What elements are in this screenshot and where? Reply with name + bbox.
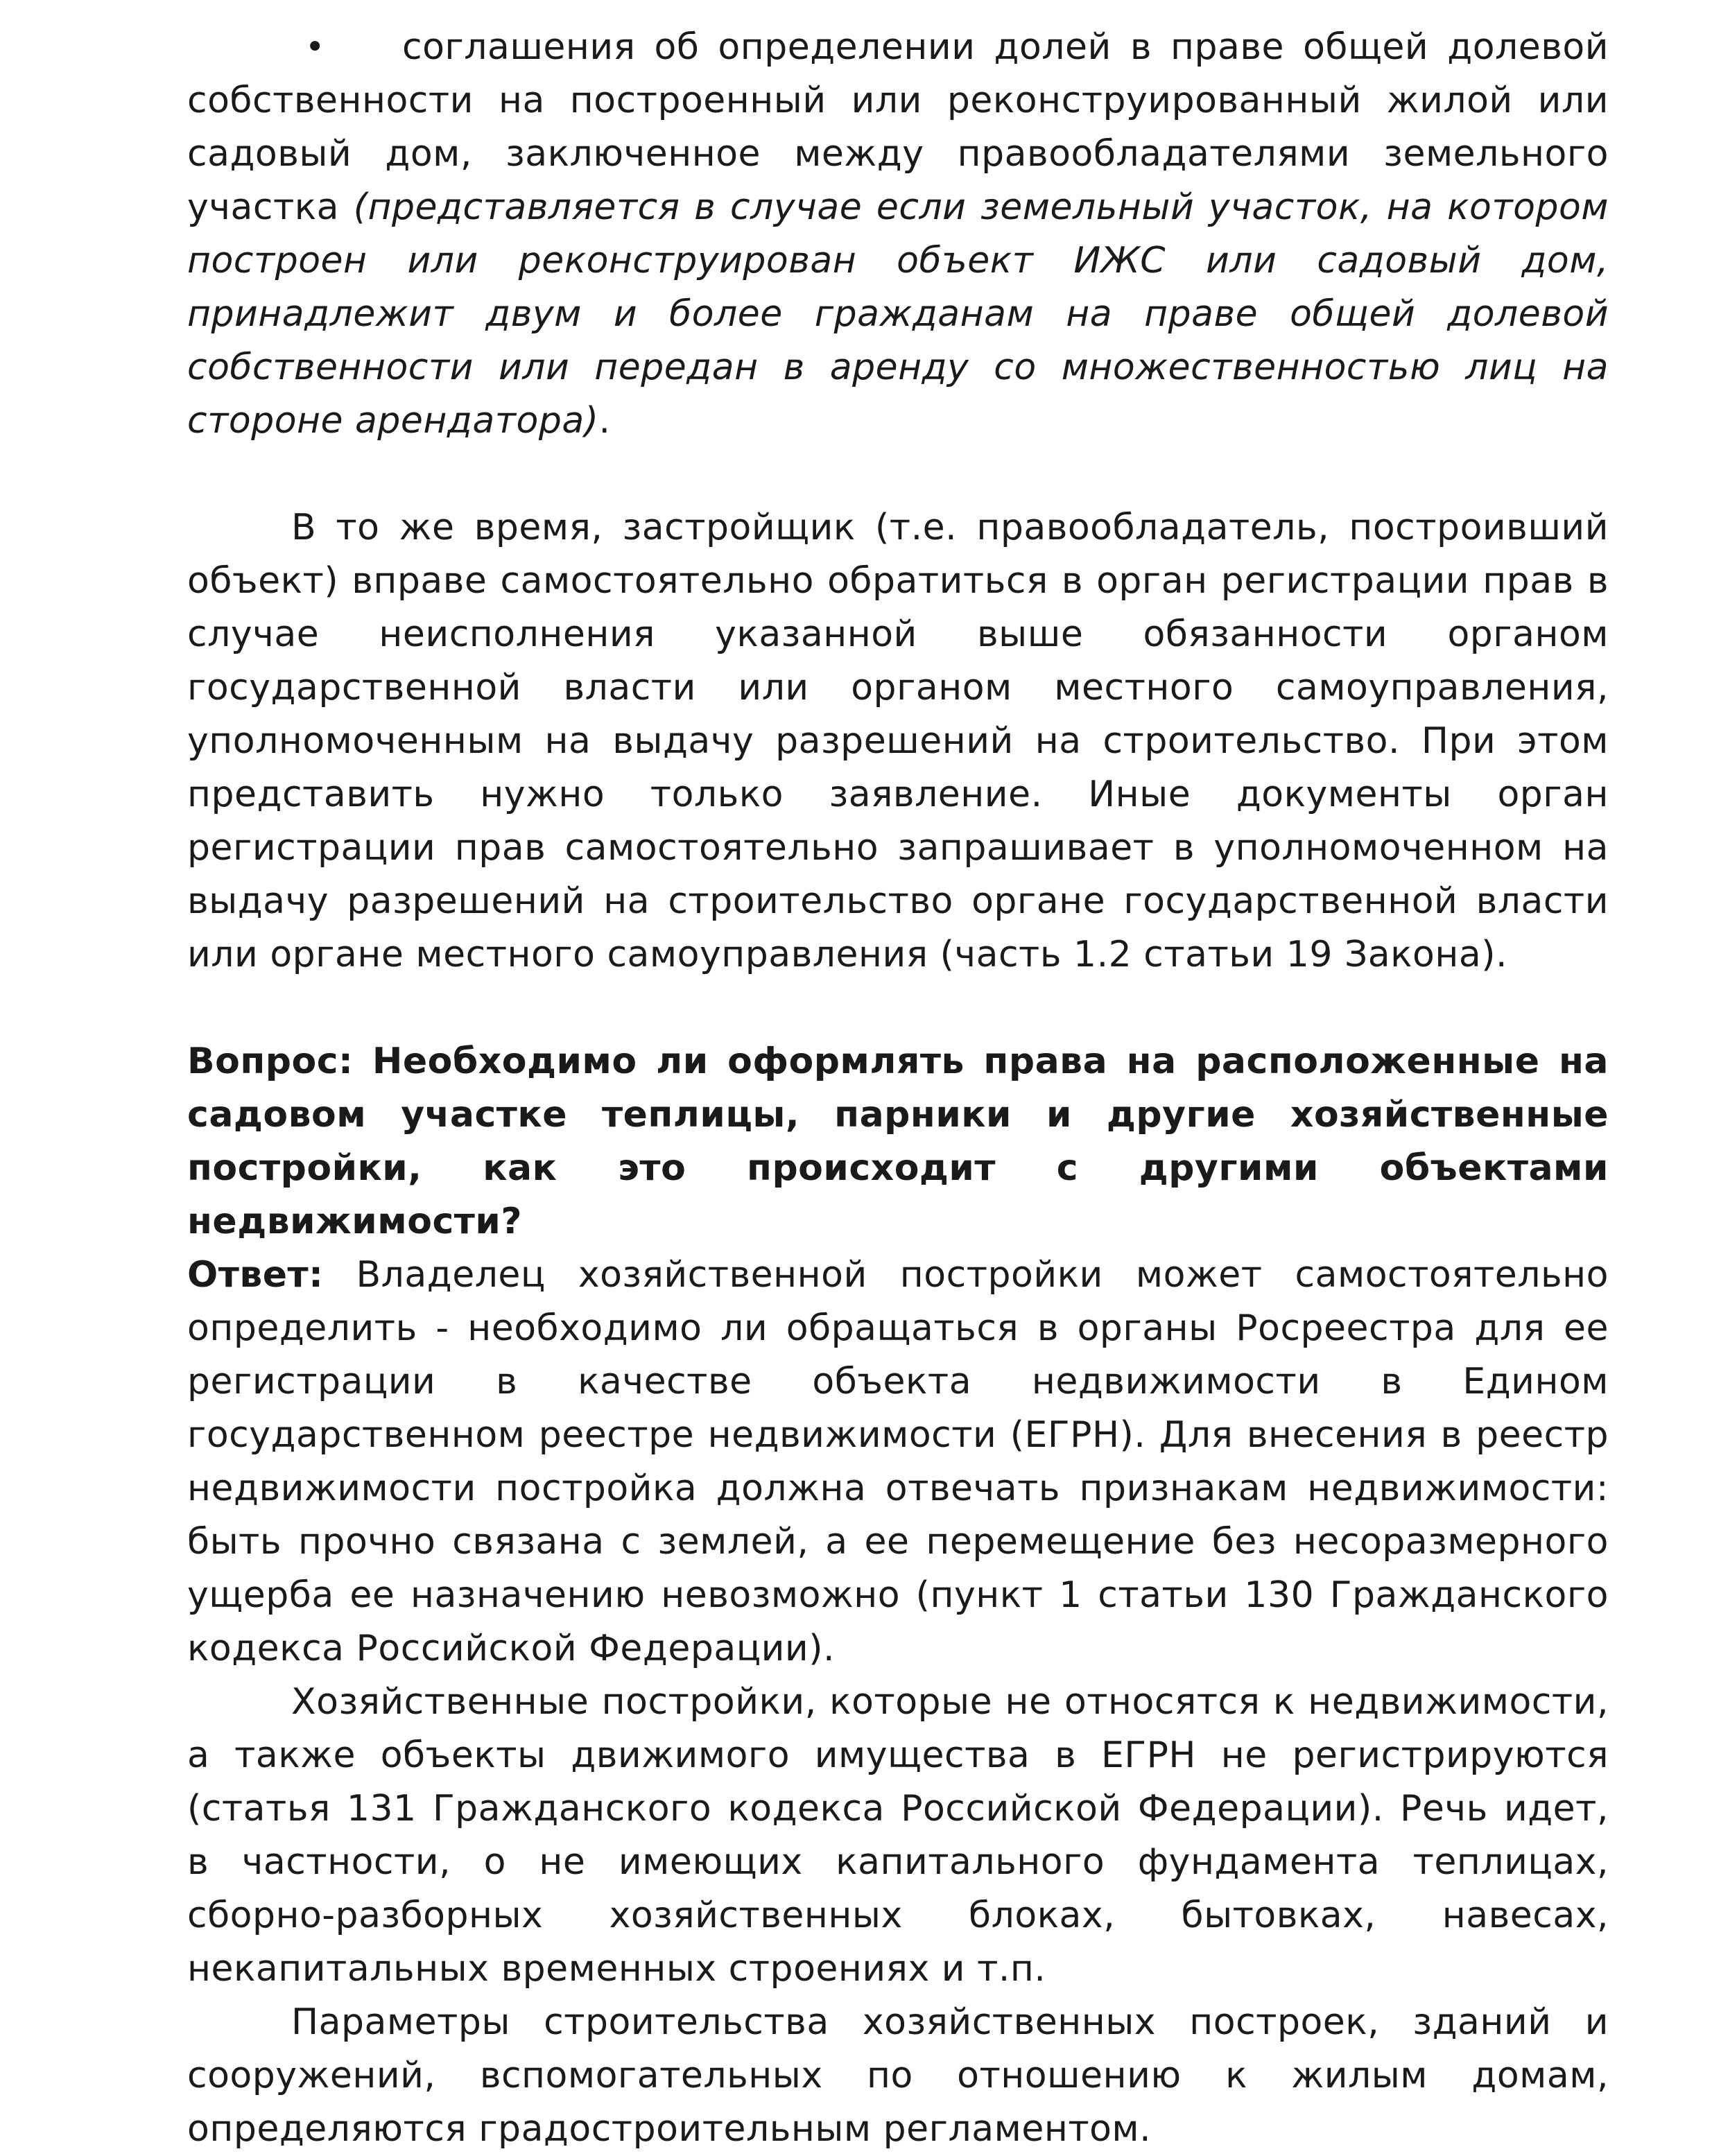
paragraph-developer: В то же время, застройщик (т.е. правообладатель, построивший объект) вправе самостоятельно обратиться в орган регистрации прав в случае неисполнения указанной выше обязанности органом государственной власти или органом местного самоуправления, уполномоченным на выдачу разрешений на строительство. При этом представить нужно только заявление. Иные документы орган регистрации прав самостоятельно запрашивает в уполномоченном на выдачу разрешений на строительство органе государственной власти или органе местного самоуправления (часть 1.2 статьи 19 Закона). <box>187 507 1609 975</box>
bullet-marker: • <box>305 28 325 67</box>
bullet-text-regular: соглашения об определении долей в праве общей долевой собственности на построенный или реконструированный жилой или садовый дом, заключенное между правообладателями земельного участка <box>187 26 1609 228</box>
question-paragraph <box>187 1035 1609 1249</box>
bullet-text-italic: (представляется в случае если земельный участок, на котором построен или реконструирован объект ИЖС или садовый дом, принадлежит двум и более гражданам на праве общей долевой собственности или передан в аренду со множественностью лиц на стороне арендатора) <box>187 186 1609 442</box>
paragraph-parameters: Параметры строительства хозяйственных построек, зданий и сооружений, вспомогательных по отношению к жилым домам, определяются градостроительным регламентом. <box>187 2001 1609 2150</box>
answer-text: Владелец хозяйственной постройки может самостоятельно определить - необходимо ли обращаться в органы Росреестра для ее регистрации в качестве объекта недвижимости в Едином государственном реестре недвижимости (ЕГРН). Для внесения в реестр недвижимости постройка должна отвечать признакам недвижимости: быть прочно связана с землей, а ее перемещение без несоразмерного ущерба ее назначению невозможно (пункт 1 статьи 130 Гражданского кодекса Российской Федерации). <box>187 1254 1609 1669</box>
question-label: Вопрос: <box>187 1041 354 1082</box>
answer-label: Ответ: <box>187 1254 324 1296</box>
document-page <box>187 21 1609 2156</box>
bullet-list-item <box>187 21 1609 448</box>
bullet-text-end: . <box>598 400 611 442</box>
answer-paragraph <box>187 1249 1609 1676</box>
bullet-paragraph <box>187 21 1609 448</box>
paragraph-outbuildings: Хозяйственные постройки, которые не относятся к недвижимости, а также объекты движимого имущества в ЕГРН не регистрируются (статья 131 Гражданского кодекса Российской Федерации). Речь идет, в частности, о не имеющих капитального фундамента теплицах, сборно-разборных хозяйственных блоках, бытовках, навесах, некапитальных временных строениях и т.п. <box>187 1681 1609 1990</box>
question-text: Необходимо ли оформлять права на расположенные на садовом участке теплицы, парники и другие хозяйственные постройки, как это происходит с другими объектами недвижимости? <box>187 1041 1609 1242</box>
